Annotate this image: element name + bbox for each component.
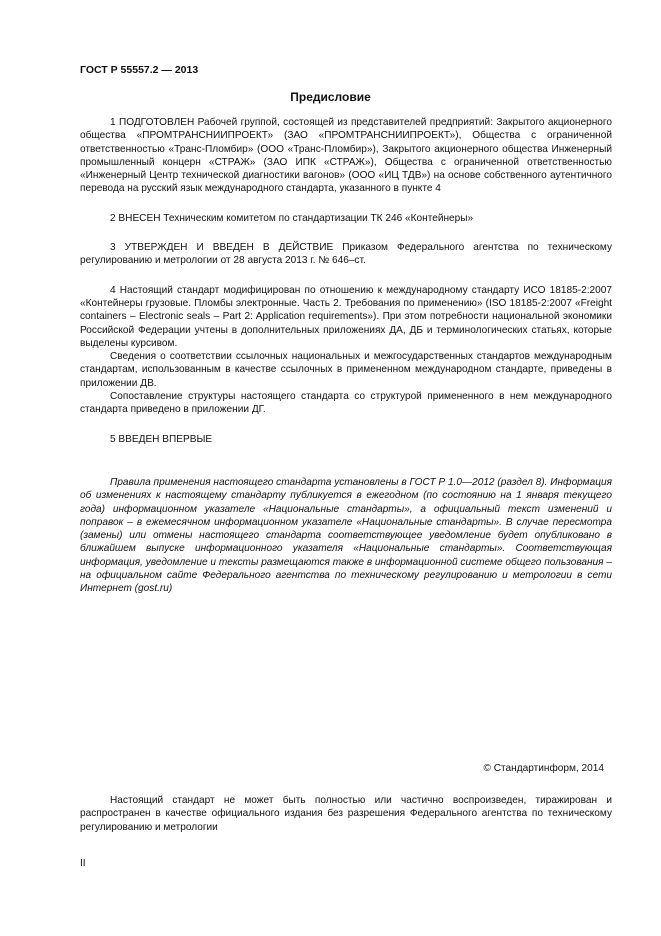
section-3-paragraph: 3 УТВЕРЖДЕН И ВВЕДЕН В ДЕЙСТВИЕ Приказом Федерального агентства по техническому регулированию и метрологии от 28 августа 2013 г. № 646–ст. — [80, 242, 612, 267]
document-id-header: ГОСТ Р 55557.2 — 2013 — [80, 64, 199, 76]
section-4-references-paragraph: Сведения о соответствии ссылочных национальных и межгосударственных стандартов международным стандартам, использованным в качестве ссылочных в примененном международном стандарте, приведены в приложении ДВ. — [80, 351, 612, 389]
copyright-line: © Стандартинформ, 2014 — [483, 763, 604, 774]
application-rules-notice: Правила применения настоящего стандарта установлены в ГОСТ Р 1.0—2012 (раздел 8). Информация об изменениях к настоящему стандарту публикуется в ежегодном (по состоянию на 1 января текущего года) информационном указателе «Национальные стандарты», а официальный текст изменений и поправок – в ежемесячном информационном указателе «Национальные стандарты». В случае пересмотра (замены) или отмены настоящего стандарта соответствующее уведомление будет опубликовано в ближайшем выпуске информационного указателя «Национальные стандарты». Соответствующая информация, уведомление и тексты размещаются также в информационной системе общего пользования – на официальном сайте Федерального агентства по техническому регулированию и метрологии в сети Интернет (gost.ru) — [80, 476, 612, 595]
page-title: Предисловие — [290, 90, 371, 104]
section-1-paragraph: 1 ПОДГОТОВЛЕН Рабочей группой, состоящей из представителей предприятий: Закрытого акционерного общества «ПРОМТРАНСНИИПРОЕКТ» (ЗАО «ПРОМТРАНСНИИПРОЕКТ»), Общества с ограниченной ответственностью «Транс-Пломбир» (ООО «Транс-Пломбир»), Закрытого акционерного общества Инженерный промышленный концерн «СТРАЖ» (ЗАО ИПК «СТРАЖ»), Общества с ограниченной ответственностью «Инженерный Центр технической диагностики вагонов» (ООО «ИЦ ТДВ») на основе собственного аутентичного перевода на русский язык международного стандарта, указанного в пункте 4 — [80, 117, 612, 195]
section-2-paragraph: 2 ВНЕСЕН Техническим комитетом по стандартизации ТК 246 «Контейнеры» — [110, 212, 474, 224]
section-4-paragraph: 4 Настоящий стандарт модифицирован по отношению к международному стандарту ИСО 18185-2:2007 «Контейнеры грузовые. Пломбы электронные. Часть 2. Требования по применению» (ISO 18185-2:2007 «Freight containers – Electronic seals – Part 2: Application requirements»). При этом потребности национальной экономики Российской Федерации учтены в дополнительных приложениях ДА, ДБ и терминологических статьях, которые выделены курсивом. — [80, 284, 612, 349]
section-5-paragraph: 5 ВВЕДЕН ВПЕРВЫЕ — [110, 433, 213, 445]
reproduction-notice: Настоящий стандарт не может быть полностью или частично воспроизведен, тиражирован и распространен в качестве официального издания без разрешения Федерального агентства по техническому регулированию и метрологии — [80, 795, 612, 833]
section-4-structure-paragraph: Сопоставление структуры настоящего стандарта со структурой примененного в нем международного стандарта приведено в приложении ДГ. — [80, 391, 612, 416]
page-number: II — [80, 858, 86, 869]
foreword-body — [80, 116, 612, 596]
